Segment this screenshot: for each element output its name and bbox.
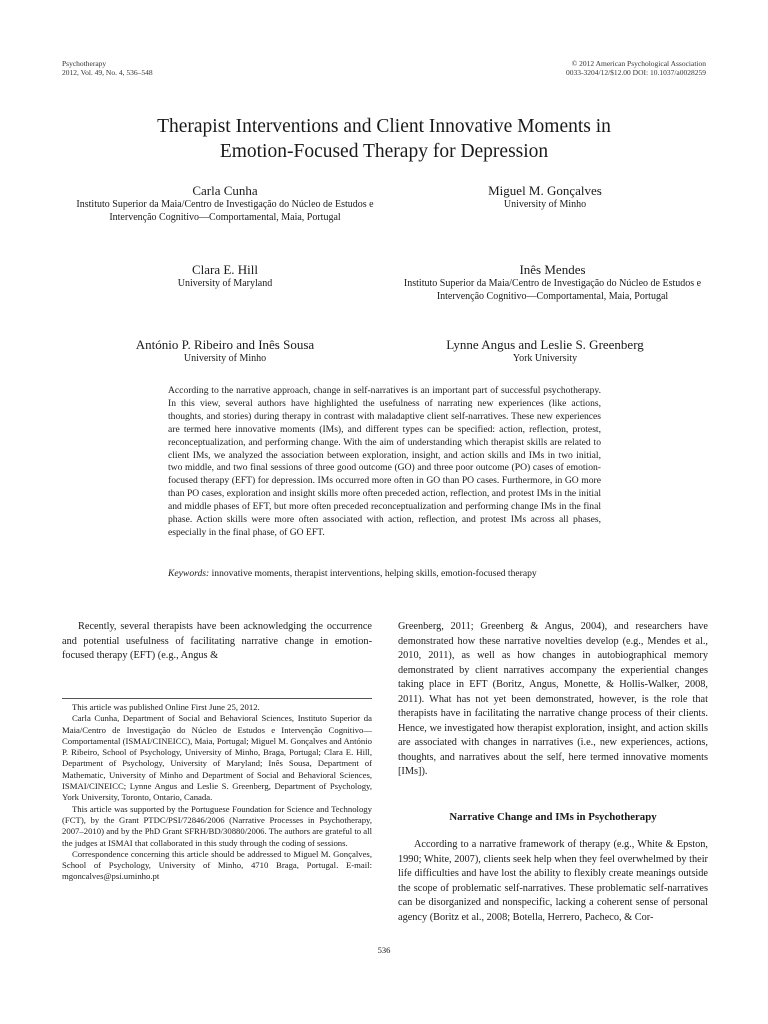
author-affiliation: Instituto Superior da Maia/Centro de Investigação do Núcleo de Estudos e Intervenção Cognitivo—Comportamental, Maia, Portugal [403,278,702,302]
author-name: Carla Cunha [192,183,258,198]
author-block-1 [60,183,390,224]
continued-paragraph: Greenberg, 2011; Greenberg & Angus, 2004), and researchers have demonstrated how these narrative novelties develop (e.g., Mendes et al., 2010, 2011), as well as how changes in autobiographical memory demonstrated by client narratives accompany the experiential changes taking place in EFT (Boritz, Angus, Monette, & Hollis-Walker, 2008, 2011). What has not yet been demonstrated, however, is the role that therapists have in facilitating the narrative change process of their clients. Hence, we investigated how therapist exploration, insight, and action skills are associated with changes in narratives (i.e., new experiences, actions, thoughts, and narratives about the self, here termed innovative moments [IMs]). [398,621,708,777]
right-column-body [398,620,708,780]
journal-volume: 2012, Vol. 49, No. 4, 536–548 [62,68,153,77]
right-column-section [398,838,708,925]
abstract: According to the narrative approach, change in self-narratives is an important part of successful psychotherapy. In this view, several authors have highlighted the usefulness of narrating new experiences (like actions, thoughts, and stories) during therapy in contrast with maladaptive client self-narratives. These new experiences are termed here innovative moments (IMs), and different types can be specified: action, reflection, protest, reconceptualization, and performing change. With the aim of understanding which therapist skills are related to client IMs, we analyzed the association between exploration, insight, and action skills and IMs in two initial, two middle, and two final sessions of three good outcome (GO) and three poor outcome (PO) cases of emotion-focused therapy (EFT) for depression. IMs occurred more often in GO than PO cases. Furthermore, in GO more than PO cases, exploration and insight skills more often preceded action, reflection, and protest IMs in the initial and middle phases of EFT, but more often preceded reconceptualization and performing change IMs in the final phase. Action skills were more often associated with action, reflection, and protest IMs across all phases, especially in the final phase, of GO EFT. [168,385,601,538]
author-block-5 [60,337,390,366]
copyright-line: © 2012 American Psychological Association [571,59,706,68]
title-line-2: Emotion-Focused Therapy for Depression [219,141,549,162]
author-block-4 [390,262,715,303]
page-number: 536 [377,945,391,955]
author-name: Inês Mendes [519,262,586,277]
author-block-6 [395,337,695,366]
paper-title [80,114,688,164]
footnote-divider [62,698,372,699]
footnote: Correspondence concerning this article should be addressed to Miguel M. Gonçalves, School of Psychology, University of Minho, 4710 Braga, Portugal. E-mail: mgoncalves@psi.uminho.pt [62,848,372,882]
footnote: Carla Cunha, Department of Social and Behavioral Sciences, Instituto Superior da Maia/Centro de Investigação do Núcleo de Estudos e Intervenção Cognitivo—Comportamental (ISMAI/CINEICC), Maia, Portugal; Miguel M. Gonçalves and António P. Ribeiro, School of Psychology, University of Minho, Braga, Portugal; Clara E. Hill, Department of Psychology, University of Maryland; Inês Sousa, Department of Mathematic, University of Minho and Department of Social and Behavioral Sciences, ISMAI/CINEICC; Lynne Angus and Leslie S. Greenberg, Department of Psychology, York University, Toronto, Ontario, Canada. [62,713,372,803]
journal-header [62,59,153,77]
section-heading: Narrative Change and IMs in Psychotherapy [449,811,657,823]
journal-name: Psychotherapy [62,59,107,68]
author-name: António P. Ribeiro and Inês Sousa [135,337,315,352]
author-affiliation: Instituto Superior da Maia/Centro de Investigação do Núcleo de Estudos e Intervenção Cognitivo—Comportamental, Maia, Portugal [76,199,374,223]
footnote: This article was supported by the Portuguese Foundation for Science and Technology (FCT), by the Grant PTDC/PSI/72846/2006 (Narrative Processes in Psychotherapy, 2007–2010) and by the PhD Grant SFRH/BD/30880/2006. The authors are grateful to all the judges at ISMAI that collaborated in this study through the coding of sessions. [62,803,372,848]
copyright-header [566,59,706,77]
doi-line: 0033-3204/12/$12.00 DOI: 10.1037/a0028259 [566,68,706,77]
author-name: Miguel M. Gonçalves [488,183,602,198]
author-affiliation: University of Minho [503,199,587,210]
left-column-body [62,620,372,664]
author-block-3 [60,262,390,291]
author-name: Lynne Angus and Leslie S. Greenberg [446,337,644,352]
author-block-2 [395,183,695,212]
keywords-text: innovative moments, therapist interventions, helping skills, emotion-focused therapy [211,568,537,579]
footnote: This article was published Online First June 25, 2012. [72,702,260,712]
title-line-1: Therapist Interventions and Client Innovative Moments in [157,116,611,137]
footnotes [62,702,372,883]
keywords [168,568,601,581]
author-affiliation: York University [512,353,578,364]
author-name: Clara E. Hill [191,262,259,277]
author-affiliation: University of Minho [183,353,267,364]
section-paragraph: According to a narrative framework of therapy (e.g., White & Epston, 1990; White, 2007), clients seek help when they feel overwhelmed by their life difficulties and have lost the ability to flexibly create meanings outside the scope of problematic self-narratives. These problematic self-narratives can be disorganized and nonspecific, lacking a coherent sense of personal agency (Boritz et al., 2008; Botella, Herrero, Pacheco, & Cor- [398,839,708,923]
keywords-label: Keywords: [168,568,210,579]
intro-paragraph: Recently, several therapists have been acknowledging the occurrence and potential usefulness of facilitating narrative change in emotion-focused therapy (EFT) (e.g., Angus & [62,621,372,661]
author-affiliation: University of Maryland [177,278,273,289]
